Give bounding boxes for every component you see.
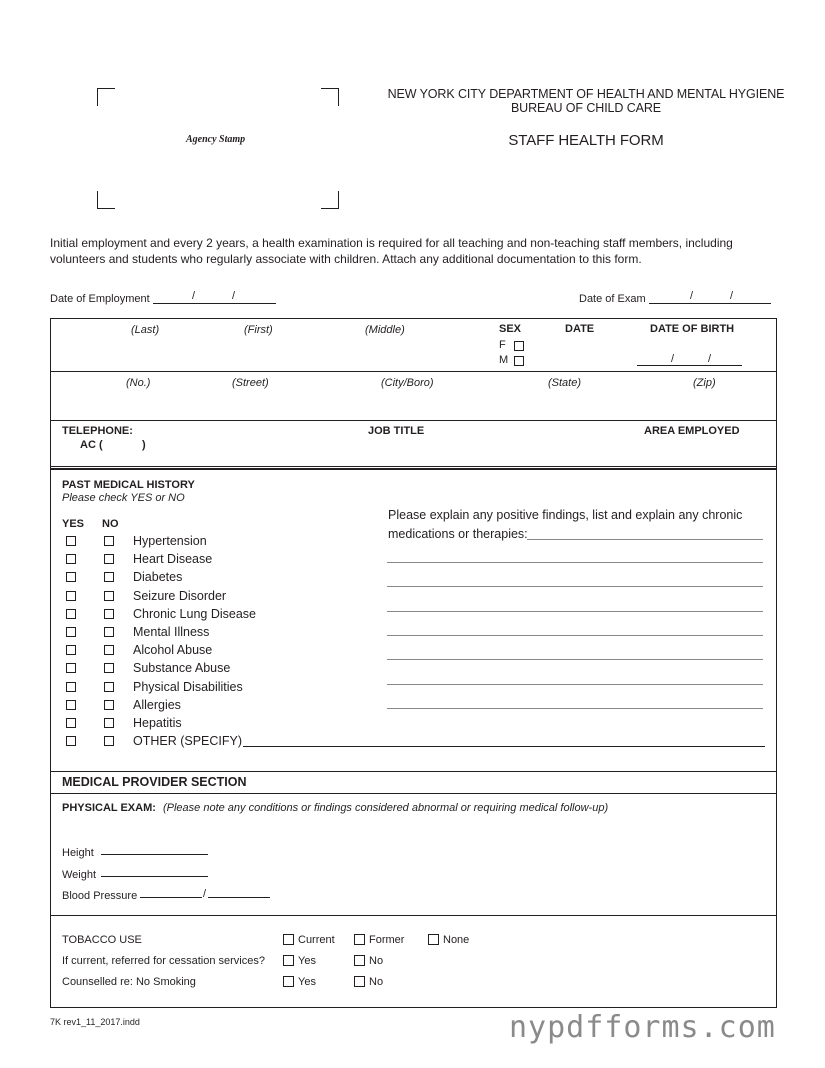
height-label: Height <box>62 847 94 859</box>
cessation-yes-label: Yes <box>298 955 316 967</box>
condition-no-checkbox[interactable] <box>104 645 114 655</box>
condition-no-checkbox[interactable] <box>104 627 114 637</box>
street-label: (Street) <box>232 377 269 389</box>
intro-text: Initial employment and every 2 years, a health examination is required for all teaching and non-teaching staff members, including volunteers and students who regularly associate with children. Attach any additional documentation to this form. <box>50 236 733 266</box>
job-title-label: JOB TITLE <box>368 425 425 437</box>
condition-yes-checkbox[interactable] <box>66 554 76 564</box>
exam-date-field[interactable] <box>649 303 771 304</box>
condition-yes-checkbox[interactable] <box>66 718 76 728</box>
blood-pressure-systolic-field[interactable] <box>140 897 202 898</box>
condition-yes-checkbox[interactable] <box>66 591 76 601</box>
sex-label: SEX <box>499 323 522 335</box>
condition-label: Hypertension <box>133 534 207 548</box>
area-employed-label: AREA EMPLOYED <box>644 425 740 437</box>
bp-slash: / <box>203 888 207 900</box>
condition-yes-checkbox[interactable] <box>66 682 76 692</box>
explain-field[interactable] <box>527 539 763 540</box>
divider <box>50 420 777 421</box>
condition-yes-checkbox[interactable] <box>66 572 76 582</box>
date-slash: / <box>232 290 236 302</box>
counselled-yes-label: Yes <box>298 976 316 988</box>
cessation-referral-label: If current, referred for cessation services? <box>62 955 265 967</box>
explain-line[interactable] <box>387 684 763 685</box>
condition-yes-checkbox[interactable] <box>66 645 76 655</box>
divider <box>50 793 777 794</box>
city-label: (City/Boro) <box>381 377 434 389</box>
sex-male-checkbox[interactable] <box>514 356 524 366</box>
condition-no-checkbox[interactable] <box>104 718 114 728</box>
yes-column-label: YES <box>62 518 85 530</box>
date-of-birth-label: DATE OF BIRTH <box>650 323 735 335</box>
height-field[interactable] <box>101 854 208 855</box>
cessation-yes-checkbox[interactable] <box>283 955 294 966</box>
condition-no-checkbox[interactable] <box>104 572 114 582</box>
date-slash: / <box>730 290 734 302</box>
explain-text-line2: medications or therapies: <box>388 527 528 541</box>
condition-label: OTHER (SPECIFY) <box>133 734 243 748</box>
street-number-label: (No.) <box>126 377 151 389</box>
sex-female-checkbox[interactable] <box>514 341 524 351</box>
first-name-label: (First) <box>244 324 273 336</box>
condition-no-checkbox[interactable] <box>104 536 114 546</box>
condition-no-checkbox[interactable] <box>104 609 114 619</box>
state-label: (State) <box>548 377 582 389</box>
cessation-no-label: No <box>369 955 384 967</box>
divider <box>50 371 777 372</box>
condition-label: Allergies <box>133 698 181 712</box>
condition-label: Hepatitis <box>133 716 182 730</box>
medical-provider-title: MEDICAL PROVIDER SECTION <box>62 775 247 789</box>
no-column-label: NO <box>102 518 119 530</box>
date-label: DATE <box>565 323 595 335</box>
tobacco-former-label: Former <box>369 934 405 946</box>
sex-female-label: F <box>499 339 506 351</box>
counselled-no-checkbox[interactable] <box>354 976 365 987</box>
exam-date-label: Date of Exam <box>579 293 646 305</box>
weight-label: Weight <box>62 869 97 881</box>
date-slash: / <box>690 290 694 302</box>
date-slash: / <box>708 353 712 365</box>
condition-no-checkbox[interactable] <box>104 700 114 710</box>
condition-no-checkbox[interactable] <box>104 736 114 746</box>
tobacco-former-checkbox[interactable] <box>354 934 365 945</box>
condition-label: Alcohol Abuse <box>133 643 213 657</box>
physical-exam-label: PHYSICAL EXAM: <box>62 802 156 814</box>
area-code-open: AC ( <box>80 439 103 451</box>
explain-line[interactable] <box>387 708 763 709</box>
blood-pressure-diastolic-field[interactable] <box>208 897 270 898</box>
tobacco-none-label: None <box>443 934 470 946</box>
tobacco-current-label: Current <box>298 934 335 946</box>
condition-no-checkbox[interactable] <box>104 554 114 564</box>
explain-line[interactable] <box>387 659 763 660</box>
condition-label: Heart Disease <box>133 552 213 566</box>
stamp-corner-bottom-right <box>321 191 339 209</box>
explain-text-line1: Please explain any positive findings, list and explain any chronic <box>388 508 743 522</box>
condition-label: Mental Illness <box>133 625 210 639</box>
condition-label: Substance Abuse <box>133 661 231 675</box>
condition-label: Physical Disabilities <box>133 680 243 694</box>
condition-yes-checkbox[interactable] <box>66 700 76 710</box>
divider <box>50 915 777 916</box>
condition-yes-checkbox[interactable] <box>66 663 76 673</box>
explain-line[interactable] <box>387 635 763 636</box>
area-code-close: ) <box>142 439 146 451</box>
divider <box>50 466 777 467</box>
date-of-birth-field[interactable] <box>637 365 742 366</box>
past-medical-history-subtitle: Please check YES or NO <box>62 492 185 504</box>
zip-label: (Zip) <box>693 377 716 389</box>
condition-no-checkbox[interactable] <box>104 663 114 673</box>
personal-info-box <box>50 318 777 470</box>
watermark: nypdfforms.com <box>509 1010 776 1045</box>
condition-no-checkbox[interactable] <box>104 682 114 692</box>
form-title: STAFF HEALTH FORM <box>508 132 664 149</box>
employment-date-label: Date of Employment <box>50 293 150 305</box>
condition-label: Seizure Disorder <box>133 589 227 603</box>
date-slash: / <box>671 353 675 365</box>
tobacco-none-checkbox[interactable] <box>428 934 439 945</box>
other-specify-field[interactable] <box>243 746 765 747</box>
employment-date-field[interactable] <box>153 303 276 304</box>
condition-yes-checkbox[interactable] <box>66 609 76 619</box>
physical-exam-header <box>62 802 608 814</box>
tobacco-current-checkbox[interactable] <box>283 934 294 945</box>
physical-exam-note: (Please note any conditions or findings considered abnormal or requiring medical follow-up) <box>162 802 609 814</box>
sex-male-label: M <box>499 354 509 366</box>
last-name-label: (Last) <box>131 324 160 336</box>
condition-label: Chronic Lung Disease <box>133 607 256 621</box>
explain-line[interactable] <box>387 562 763 563</box>
agency-stamp-label: Agency Stamp <box>186 134 246 145</box>
divider <box>50 771 777 772</box>
bureau-name: BUREAU OF CHILD CARE <box>510 101 662 115</box>
blood-pressure-label: Blood Pressure <box>62 890 138 902</box>
date-slash: / <box>192 290 196 302</box>
explain-line[interactable] <box>387 586 763 587</box>
form-code: 7K rev1_11_2017.indd <box>50 1017 140 1027</box>
counselled-label: Counselled re: No Smoking <box>62 976 196 988</box>
cessation-no-checkbox[interactable] <box>354 955 365 966</box>
explain-line[interactable] <box>387 611 763 612</box>
tobacco-use-label: TOBACCO USE <box>62 934 142 946</box>
middle-name-label: (Middle) <box>365 324 405 336</box>
stamp-corner-top-left <box>97 88 115 106</box>
condition-yes-checkbox[interactable] <box>66 536 76 546</box>
condition-no-checkbox[interactable] <box>104 591 114 601</box>
stamp-corner-bottom-left <box>97 191 115 209</box>
telephone-label: TELEPHONE: <box>62 425 133 437</box>
counselled-yes-checkbox[interactable] <box>283 976 294 987</box>
department-name: NEW YORK CITY DEPARTMENT OF HEALTH AND MENTAL HYGIENE <box>387 87 785 101</box>
past-medical-history-title: PAST MEDICAL HISTORY <box>62 479 195 491</box>
condition-yes-checkbox[interactable] <box>66 736 76 746</box>
condition-yes-checkbox[interactable] <box>66 627 76 637</box>
weight-field[interactable] <box>101 876 208 877</box>
stamp-corner-top-right <box>321 88 339 106</box>
counselled-no-label: No <box>369 976 384 988</box>
condition-label: Diabetes <box>133 570 183 584</box>
